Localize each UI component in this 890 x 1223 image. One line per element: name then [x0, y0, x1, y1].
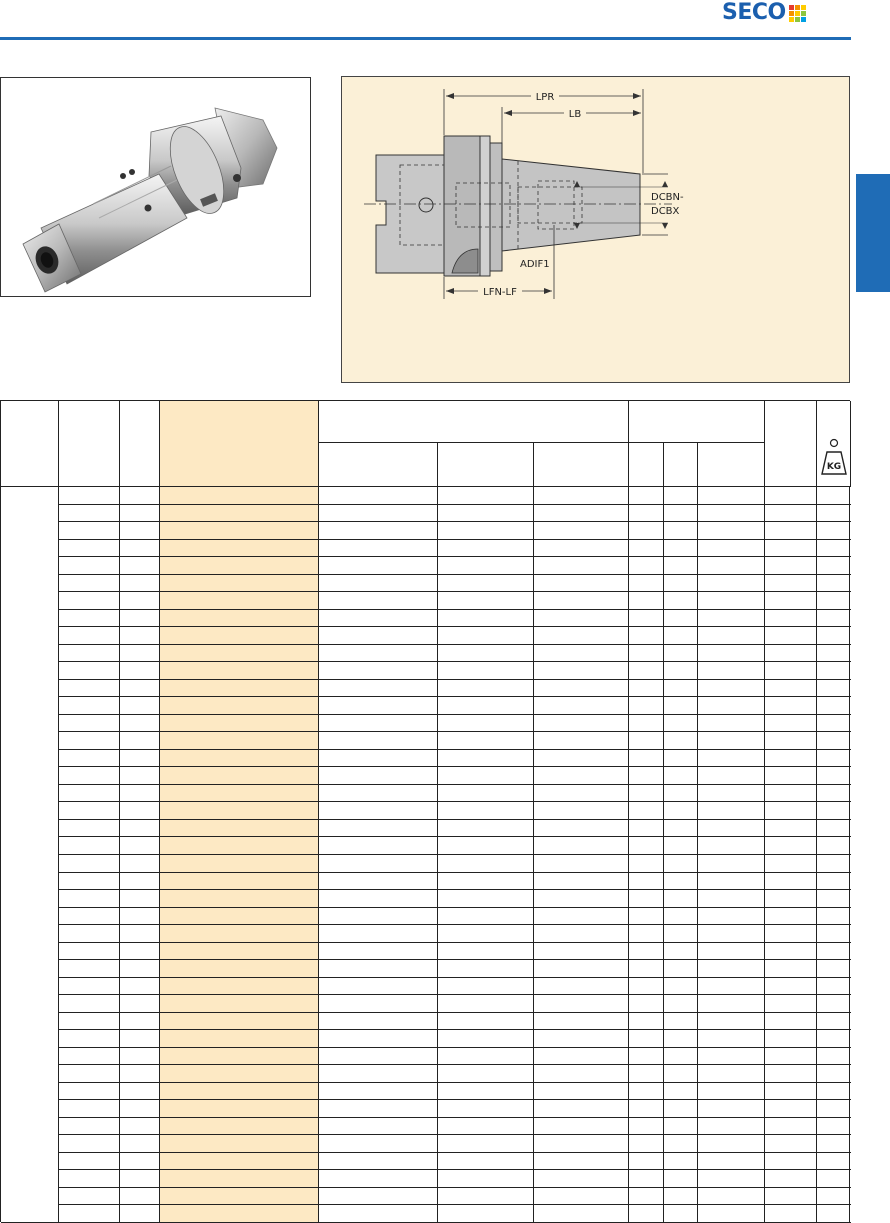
lb-label: LB — [568, 109, 582, 120]
logo-square — [801, 5, 806, 10]
header-sub-1 — [319, 443, 438, 487]
table-row — [59, 819, 851, 820]
table-row — [59, 836, 851, 837]
table-row — [59, 942, 851, 943]
column-divider — [533, 487, 534, 1223]
table-row — [59, 959, 851, 960]
header-sub-6 — [698, 443, 765, 487]
table-row — [59, 1152, 851, 1153]
kg-label: KG — [826, 462, 842, 472]
column-divider — [318, 487, 319, 1223]
table-row — [59, 1117, 851, 1118]
table-row — [59, 994, 851, 995]
header-col-1 — [1, 401, 59, 487]
table-row — [59, 679, 851, 680]
column-divider — [119, 487, 120, 1223]
table-row — [59, 1169, 851, 1170]
weight-kg-icon — [821, 438, 847, 476]
logo-square — [801, 17, 806, 22]
technical-drawing — [341, 76, 850, 383]
seco-logo — [722, 2, 806, 24]
table-row — [59, 801, 851, 802]
table-row — [59, 1064, 851, 1065]
table-row — [59, 574, 851, 575]
table-row — [59, 714, 851, 715]
table-row — [59, 521, 851, 522]
table-row — [59, 784, 851, 785]
lfn-label: LFN-LF — [483, 287, 517, 298]
dimension-drawing-icon — [342, 77, 849, 382]
dcbn-label: DCBN- — [651, 192, 684, 203]
table-row — [59, 1029, 851, 1030]
header-sub-3 — [534, 443, 629, 487]
table-row — [59, 556, 851, 557]
designation-column — [160, 487, 319, 1223]
logo-square — [789, 17, 794, 22]
table-row — [59, 591, 851, 592]
column-divider — [764, 487, 765, 1223]
lpr-label: LPR — [535, 92, 555, 103]
column-divider — [697, 487, 698, 1223]
table-row — [59, 1012, 851, 1013]
table-row — [59, 889, 851, 890]
header-sub-5 — [664, 443, 698, 487]
product-photo — [0, 77, 311, 297]
header-col-2 — [59, 401, 120, 487]
product-table — [0, 400, 850, 1222]
table-row — [59, 1047, 851, 1048]
table-row — [59, 1082, 851, 1083]
column-divider — [628, 487, 629, 1223]
table-row — [59, 1099, 851, 1100]
logo-square — [795, 11, 800, 16]
column-divider — [437, 487, 438, 1223]
table-row — [59, 609, 851, 610]
header-group-2 — [629, 401, 765, 443]
table-row — [59, 644, 851, 645]
header-group-dimensions — [319, 401, 629, 443]
table-row — [59, 504, 851, 505]
table-row — [59, 854, 851, 855]
adif-label: ADIF1 — [520, 259, 550, 270]
logo-square — [789, 5, 794, 10]
group-column — [1, 487, 59, 1223]
header-col-3 — [120, 401, 160, 487]
section-tab[interactable] — [856, 174, 890, 292]
logo-square — [801, 11, 806, 16]
column-divider — [663, 487, 664, 1223]
table-row — [59, 924, 851, 925]
logo-square — [795, 5, 800, 10]
header-sub-4 — [629, 443, 664, 487]
logo-square — [789, 11, 794, 16]
table-row — [59, 977, 851, 978]
column-divider — [816, 487, 817, 1223]
header-col-designation — [160, 401, 319, 487]
column-divider — [849, 487, 850, 1223]
table-row — [59, 907, 851, 908]
logo-text: SECO — [722, 0, 786, 25]
table-row — [59, 626, 851, 627]
table-row — [59, 766, 851, 767]
table-row — [59, 696, 851, 697]
tool-holder-photo-icon — [1, 78, 310, 296]
table-row — [59, 1134, 851, 1135]
column-divider — [159, 487, 160, 1223]
header-col-last — [765, 401, 817, 487]
table-row — [59, 539, 851, 540]
table-row — [59, 872, 851, 873]
table-row — [59, 1204, 851, 1205]
header-sub-2 — [438, 443, 534, 487]
table-row — [59, 749, 851, 750]
dcbx-label: DCBX — [651, 206, 680, 217]
logo-mark-icon — [789, 5, 806, 22]
table-row — [59, 731, 851, 732]
logo-square — [795, 17, 800, 22]
header-rule — [0, 37, 851, 40]
table-row — [59, 661, 851, 662]
table-row — [59, 1187, 851, 1188]
